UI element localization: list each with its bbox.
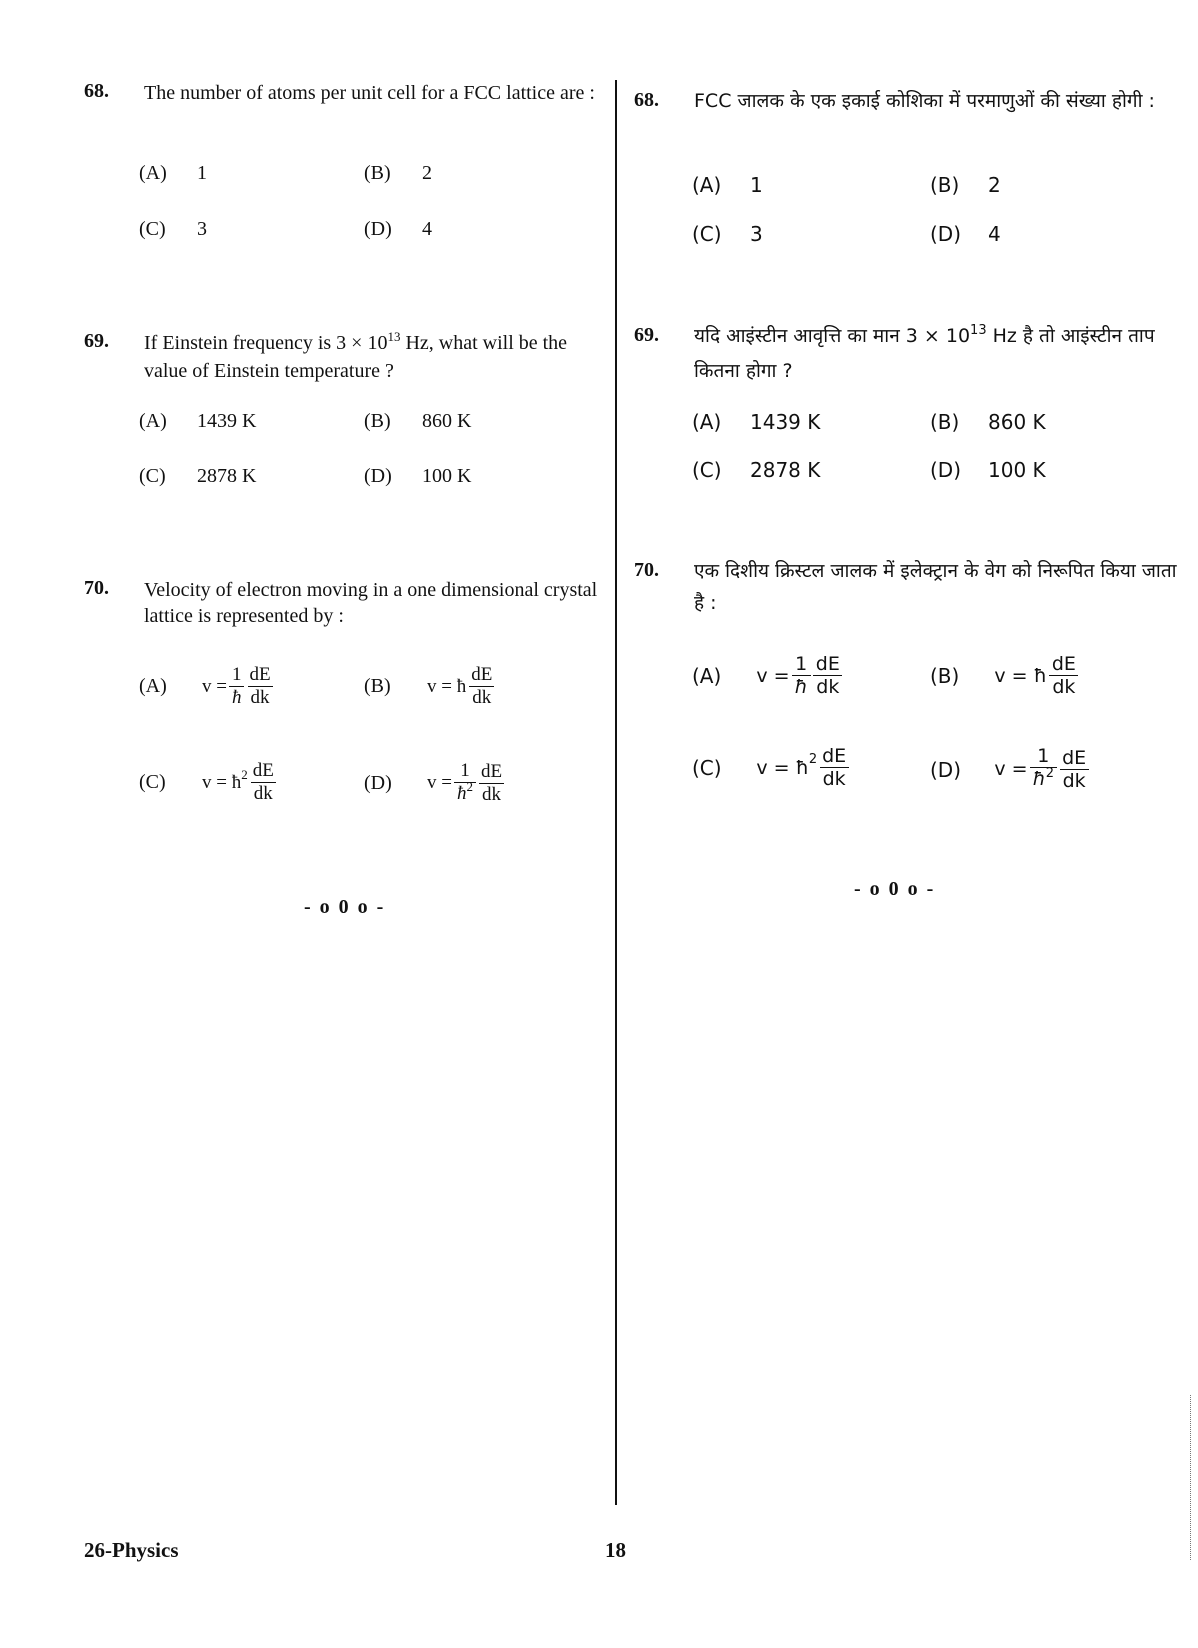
question-number: 69. [634,324,659,346]
formula-b: v = ħ $\frac{dE}{dk}$ [427,664,493,708]
option-b: (B) 2 [930,173,1001,197]
option-a: (A) v = $\frac{1}{ħ}$ $\frac{dE}{dk}$ [139,664,274,709]
option-a: (A) 1 [692,173,763,197]
formula-d: v = $\frac{1}{ħ^2}$ $\frac{dE}{dk}$ [994,745,1089,793]
question-text: एक दिशीय क्रिस्टल जालक में इलेक्ट्रान के वेग को निरूपित किया जाता है : [694,560,1177,614]
option-b: (B) v = ħ $\frac{dE}{dk}$ [364,664,495,709]
option-c: (C) v = ħ 2 $\frac{dE}{dk}$ [139,760,277,805]
option-c: (C) 3 [139,218,207,240]
column-divider [615,80,617,1505]
question-text: The number of atoms per unit cell for a FCC lattice are : [144,82,595,104]
option-d: (D) 4 [930,222,1001,246]
end-mark: - o 0 o - [304,896,386,918]
option-c: (C) 3 [692,222,763,246]
option-a: (A) 1439 K [692,410,821,434]
formula-a: v = $\frac{1}{ħ}$ $\frac{dE}{dk}$ [202,664,271,708]
option-c: (C) 2878 K [692,458,821,482]
option-b: (B) v = ħ $\frac{dE}{dk}$ [930,653,1079,698]
option-b: (B) 860 K [930,410,1046,434]
formula-c: v = ħ 2 $\frac{dE}{dk}$ [756,745,849,790]
option-a: (A) 1439 K [139,410,257,432]
formula-d: v = $\frac{1}{ħ^2}$ $\frac{dE}{dk}$ [427,760,503,805]
option-b: (B) 860 K [364,410,472,432]
option-d: (D) 100 K [930,458,1046,482]
option-c: (C) 2878 K [139,465,257,487]
paper-code: 26-Physics [84,1538,179,1562]
margin-marks [1190,1395,1192,1560]
question-number: 68. [84,80,109,102]
option-d: (D) v = $\frac{1}{ħ^2}$ $\frac{dE}{dk}$ [364,760,505,806]
question-number: 68. [634,89,659,111]
question-text: Velocity of electron moving in a one dimensional crystal lattice is represented by : [144,579,598,627]
formula-c: v = ħ 2 $\frac{dE}{dk}$ [202,760,274,804]
option-d: (D) 4 [364,218,432,240]
formula-b: v = ħ $\frac{dE}{dk}$ [994,653,1079,698]
page-number: 18 [605,1538,626,1562]
question-text: FCC जालक के एक इकाई कोशिका में परमाणुओं की संख्या होगी : [694,90,1155,112]
question-number: 70. [84,577,109,599]
option-a: (A) 1 [139,162,207,184]
option-c: (C) v = ħ 2 $\frac{dE}{dk}$ [692,745,849,790]
question-number: 70. [634,559,659,581]
question-number: 69. [84,330,109,352]
option-d: (D) v = $\frac{1}{ħ^2}$ $\frac{dE}{dk}$ [930,745,1089,793]
question-text: यदि आइंस्टीन आवृत्ति का मान $3 \times 10^{13}$ Hz है तो आइंस्टीन ताप कितना होगा ? [694,323,1155,382]
option-b: (B) 2 [364,162,432,184]
end-mark: - o 0 o - [854,878,936,900]
option-d: (D) 100 K [364,465,472,487]
option-a: (A) v = $\frac{1}{ħ}$ $\frac{dE}{dk}$ [692,653,843,698]
formula-a: v = $\frac{1}{ħ}$ $\frac{dE}{dk}$ [756,653,843,698]
question-text: If Einstein frequency is $3 \times 10^{13}$ Hz, what will be the value of Einstein temperature ? [144,329,568,382]
